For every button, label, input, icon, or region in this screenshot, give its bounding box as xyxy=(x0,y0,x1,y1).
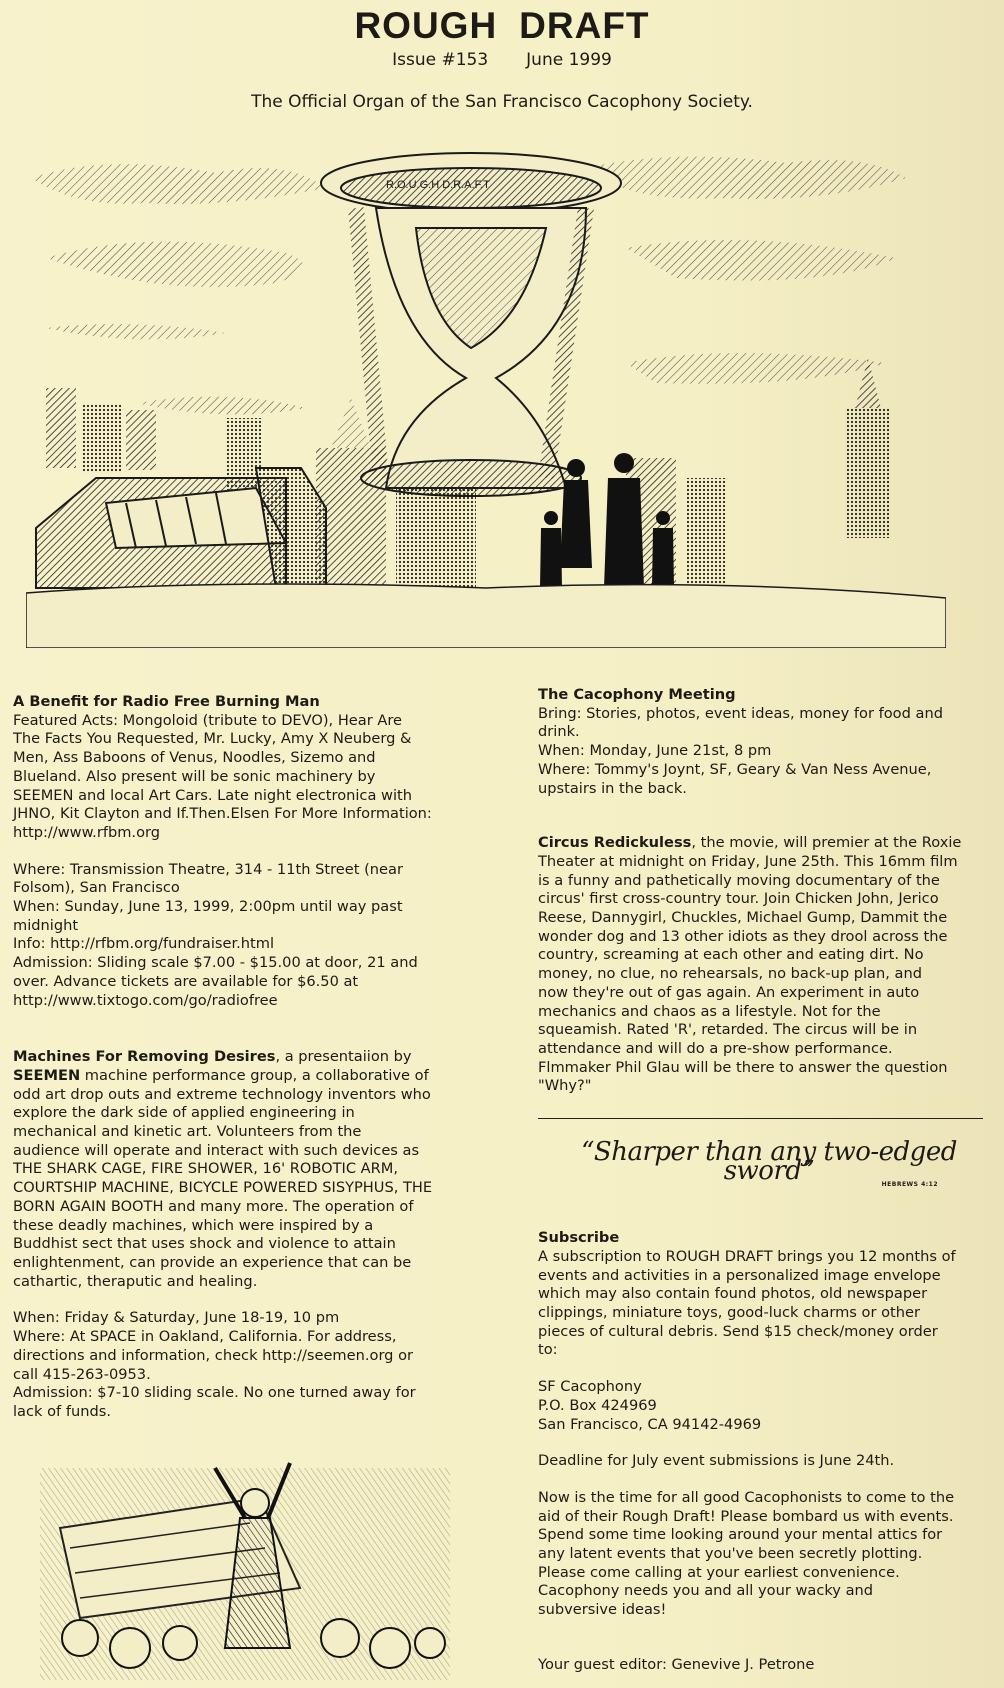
benefit-heading: A Benefit for Radio Free Burning Man xyxy=(13,693,320,710)
issue-number: Issue #153 xyxy=(392,50,489,70)
closing-line: aid of their Rough Draft! Please bombard us with events. xyxy=(538,1507,954,1525)
meeting-line: Bring: Stories, photos, event ideas, money for food and xyxy=(538,704,943,722)
machines-line: BORN AGAIN BOOTH and many more. The operation of xyxy=(13,1197,414,1215)
guest-editor: Your guest editor: Genevive J. Petrone xyxy=(538,1655,815,1673)
machines-line: Buddhist sect that uses shock and violence to attain xyxy=(13,1235,396,1253)
circus-line: squeamish. Rated 'R', retarded. The circus will be in xyxy=(538,1021,918,1039)
meeting-line: upstairs in the back. xyxy=(538,779,687,797)
circus-line: Flmmaker Phil Glau will be there to answer the question xyxy=(538,1058,948,1076)
subscribe-line: events and activities in a personalized image envelope xyxy=(538,1266,941,1284)
tagline: The Official Organ of the San Francisco Cacophony Society. xyxy=(251,92,753,112)
masthead xyxy=(0,6,1004,70)
barn xyxy=(36,468,326,588)
closing-line: any latent events that you've been secretly plotting. xyxy=(538,1545,923,1563)
address-line: SF Cacophony xyxy=(538,1378,642,1396)
machines-detail: Admission: $7-10 sliding scale. No one turned away for xyxy=(13,1384,416,1402)
issue-line xyxy=(0,50,1004,70)
machines-detail: lack of funds. xyxy=(13,1402,111,1420)
hourglass-inscription: R.O.U.G.H D.R.A.F.T xyxy=(386,179,490,191)
subscribe-line: pieces of cultural debris. Send $15 check/money order xyxy=(538,1322,938,1340)
closing-line: subversive ideas! xyxy=(538,1601,667,1619)
subscribe-line: clippings, miniature toys, good-luck charms or other xyxy=(538,1303,920,1321)
circus-line: wonder dog and 13 other idiots as they drool across the xyxy=(538,927,948,945)
prophet-illustration xyxy=(40,1448,450,1680)
subscribe-line: A subscription to ROUGH DRAFT brings you 12 months of xyxy=(538,1247,956,1265)
machines-group: SEEMEN xyxy=(13,1066,81,1084)
machines-line: mechanical and kinetic art. Volunteers from the xyxy=(13,1123,362,1141)
circus-line: attendance and will do a pre-show performance. xyxy=(538,1039,893,1057)
benefit-detail: midnight xyxy=(13,916,79,934)
scripture-reference: HEBREWS 4:12 xyxy=(881,1181,938,1189)
meeting-line: drink. xyxy=(538,723,580,741)
benefit-line: Blueland. Also present will be sonic machinery by xyxy=(13,767,376,785)
machines-line: explore the dark side of applied engineering in xyxy=(13,1104,355,1122)
ground xyxy=(26,584,946,648)
circus-line: Theater at midnight on Friday, June 25th. This 16mm film xyxy=(538,852,958,870)
circus-line: now they're out of gas again. An experiment in auto xyxy=(538,983,920,1001)
circus-heading: Circus Redickuless xyxy=(538,834,692,852)
meeting-line: When: Monday, June 21st, 8 pm xyxy=(538,742,772,760)
left-column xyxy=(13,693,473,1422)
benefit-detail: http://www.tixtogo.com/go/radiofree xyxy=(13,991,278,1009)
benefit-detail: When: Sunday, June 13, 1999, 2:00pm until way past xyxy=(13,898,403,916)
circus-line: country, screaming at each other and eating dirt. No xyxy=(538,946,924,964)
machines-detail: Where: At SPACE in Oakland, California. For address, xyxy=(13,1328,397,1346)
address-line: San Francisco, CA 94142-4969 xyxy=(538,1415,762,1433)
hourglass-city-illustration xyxy=(26,148,946,648)
benefit-line: JHNO, Kit Clayton and If.Then.Elsen For More Information: xyxy=(13,805,432,823)
machines-line: odd art drop outs and extreme technology inventors who xyxy=(13,1085,431,1103)
address-line: P.O. Box 424969 xyxy=(538,1396,657,1414)
benefit-line: Featured Acts: Mongoloid (tribute to DEVO), Hear Are xyxy=(13,711,403,729)
machines-detail: directions and information, check http://seemen.org or xyxy=(13,1346,414,1364)
meeting-line: Where: Tommy's Joynt, SF, Geary & Van Ness Avenue, xyxy=(538,760,932,778)
circus-line: circus' first cross-country tour. Join Chicken John, Jerico xyxy=(538,890,939,908)
closing-line: Spend some time looking around your mental attics for xyxy=(538,1526,943,1544)
benefit-line: http://www.rfbm.org xyxy=(13,823,161,841)
right-column xyxy=(538,686,988,1675)
subscribe-line: to: xyxy=(538,1341,558,1359)
closing-line: Cacophony needs you and all your wacky and xyxy=(538,1582,874,1600)
divider xyxy=(538,1118,983,1119)
circus-line: is a funny and pathetically moving documentary of the xyxy=(538,871,940,889)
machines-heading: Machines For Removing Desires xyxy=(13,1048,276,1066)
machines-detail: call 415-263-0953. xyxy=(13,1365,151,1383)
machines-line: cathartic, theraputic and healing. xyxy=(13,1272,258,1290)
machines-intro: Machines For Removing Desires, a presentaiion by xyxy=(13,1048,412,1066)
subscribe-line: which may also contain found photos, old newspaper xyxy=(538,1285,928,1303)
closing-line: Now is the time for all good Cacophonists to come to the xyxy=(538,1488,955,1506)
circus-line: "Why?" xyxy=(538,1077,592,1095)
benefit-detail: Where: Transmission Theatre, 314 - 11th Street (near xyxy=(13,860,403,878)
benefit-detail: over. Advance tickets are available for $6.50 at xyxy=(13,972,359,990)
meeting-heading: The Cacophony Meeting xyxy=(538,686,736,703)
newsletter-title: ROUGH DRAFT xyxy=(354,5,650,46)
circus-line: money, no clue, no rehearsals, no back-up plan, and xyxy=(538,965,922,983)
machines-line: audience will operate and interact with such devices as xyxy=(13,1141,420,1159)
closing-line: Please come calling at your earliest convenience. xyxy=(538,1563,900,1581)
benefit-line: The Facts You Requested, Mr. Lucky, Amy X Neuberg & xyxy=(13,730,412,748)
machines-line: these deadly machines, which were inspired by a xyxy=(13,1216,374,1234)
benefit-line: SEEMEN and local Art Cars. Late night electronica with xyxy=(13,786,412,804)
circus-line: Reese, Dannygirl, Chuckles, Michael Gump, Dammit the xyxy=(538,909,948,927)
circus-line: mechanics and chaos as a lifestyle. Not for the xyxy=(538,1002,881,1020)
subscribe-heading: Subscribe xyxy=(538,1229,620,1247)
scripture-quote: “Sharper than any two-edged sword” xyxy=(581,1137,957,1186)
circus-intro: Circus Redickuless, the movie, will premier at the Roxie xyxy=(538,834,962,852)
machines-line: THE SHARK CAGE, FIRE SHOWER, 16' ROBOTIC ARM, xyxy=(13,1160,399,1178)
benefit-line: Men, Ass Baboons of Venus, Noodles, Sizemo and xyxy=(13,749,376,767)
machines-line: COURTSHIP MACHINE, BICYCLE POWERED SISYPHUS, THE xyxy=(13,1179,433,1197)
machines-detail: When: Friday & Saturday, June 18-19, 10 pm xyxy=(13,1309,340,1327)
benefit-detail: Info: http://rfbm.org/fundraiser.html xyxy=(13,935,275,953)
machines-line: enlightenment, can provide an experience that can be xyxy=(13,1253,412,1271)
deadline-note: Deadline for July event submissions is June 24th. xyxy=(538,1452,895,1470)
issue-date: June 1999 xyxy=(526,50,612,70)
machines-line: SEEMEN machine performance group, a collaborative of xyxy=(13,1066,429,1084)
benefit-detail: Admission: Sliding scale $7.00 - $15.00 at door, 21 and xyxy=(13,954,418,972)
benefit-detail: Folsom), San Francisco xyxy=(13,879,180,897)
